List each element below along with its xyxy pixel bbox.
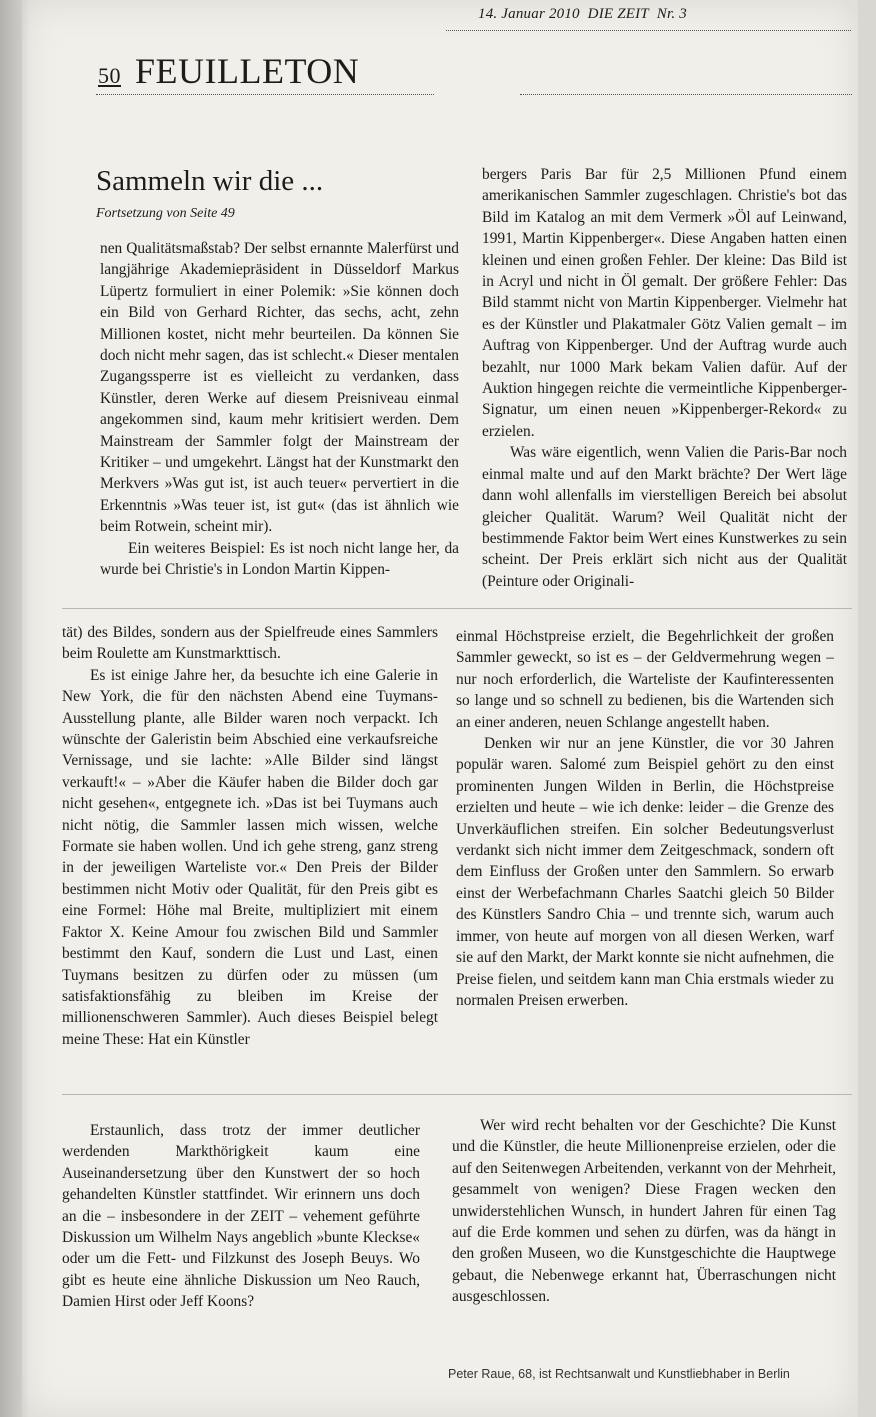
paragraph: Was wäre eigentlich, wenn Valien die Paris-Bar noch einmal malte und auf den Markt brächte? Der Wert läge dann wohl allenfalls im vierstelligen Bereich bei absolut gleicher Qualität. Warum? Weil Qualität nicht der bestimmende Faktor beim Wert eines Kunstwerkes zu sein scheint. Der Preis erklärt sich nicht aus der Qualität (Peinture oder Originali-	[482, 444, 847, 590]
paragraph: tät) des Bildes, sondern aus der Spielfreude eines Sammlers beim Roulette am Kunstmarkttisch.	[62, 624, 438, 663]
section-header	[98, 50, 359, 92]
paragraph: Es ist einige Jahre her, da besuchte ich eine Galerie in New York, die für den nächsten Abend eine Tuymans-Ausstellung plante, alle Bilder waren noch verpackt. Ich wünschte der Galeristin beim Abschied eine verkaufsreiche Vernissage, und sie lachte: »Alle Bilder sind längst verkauft!« – »Aber die Käufer haben die Bilder doch gar nicht gesehen«, entgegnete ich. »Das ist bei Tuymans auch nicht nötig, die Sammler lassen mich wissen, welche Formate sie haben wollen. Und ich gehe streng, ganz streng in der jeweiligen Warteliste vor.« Den Preis der Bilder bestimmen nicht Motiv oder Qualität, für den Preis gibt es eine Formel: Höhe mal Breite, multipliziert mit einem Faktor X. Keine Amour fou zwischen Bild und Sammler bestimmt den Kauf, sondern die Lust und Last, einen Tuymans besitzen zu dürfen oder zu müssen (um satisfaktionsfähig zu bleiben im Kreise der millionenschweren Sammler). Auch dieses Beispiel belegt meine These: Hat ein Künstler	[62, 666, 438, 1048]
paragraph: Wer wird recht behalten vor der Geschichte? Die Kunst und die Künstler, die heute Millionenpreise erzielen, oder die auf den Seitenwegen Arbeitenden, verkannt von der Mehrheit, gesammelt von wenigen? Diese Fragen wecken den unwiderstehlichen Wunsch, in hundert Jahren für einen Tag auf die Erde kommen und sehen zu dürfen, was da hängt in den großen Museen, wo die Kunstgeschichte die Hauptwege gebaut, die Nebenwege erkannt hat, Überraschungen nicht ausgeschlossen.	[452, 1117, 836, 1306]
dateline	[478, 6, 687, 23]
paragraph: Ein weiteres Beispiel: Es ist noch nicht lange her, da wurde bei Christie's in London Martin Kippen-	[100, 539, 459, 579]
issue-number: Nr. 3	[656, 6, 687, 22]
issue-date: 14. Januar 2010	[478, 6, 580, 22]
headline: Sammeln wir die ...	[96, 165, 324, 197]
paragraph: Denken wir nur an jene Künstler, die vor 30 Jahren populär waren. Salomé zum Beispiel gehört zu den einst prominenten Jungen Wilden in Berlin, die Höchstpreise erzielten und heute – wie ich denke: leider – die Grenze des Unverkäuflichen streifen. Ein solcher Bedeutungsverlust verdankt sich nicht immer dem Zeitgeschmack, sondern oft dem Einfluss der Großen unter den Sammlern. So erwarb einst der Werbefachmann Charles Saatchi gleich 50 Bilder des Künstlers Sandro Chia – und trennte sich, warum auch immer, von heute auf morgen von all diesen Werken, warf sie auf den Markt, der Markt konnte sie nicht aufnehmen, die Preise fielen, und seitdem kann man Chia erstmals wieder zu normalen Preisen erwerben.	[456, 735, 834, 1009]
paragraph: nen Qualitätsmaßstab? Der selbst ernannte Malerfürst und langjährige Akademiepräsident in Düsseldorf Markus Lüpertz formuliert in einer Polemik: »Sie können doch ein Bild von Gerhard Richter, das sechs, acht, zehn Millionen kostet, nicht mehr beurteilen. Da können Sie doch nicht mehr sagen, das ist schlecht.« Dieser mentalen Zugangssperre ist es vielleicht zu verdanken, dass Künstler, deren Werke auf diesem Preisniveau einmal angekommen sind, kaum mehr kritisiert werden. Dem Mainstream der Sammler folgt der Mainstream der Kritiker – und umgekehrt. Längst hat der Kunstmarkt den Merkvers »Was gut ist, ist auch teuer« pervertiert in die Erkenntnis »Was teuer ist, ist gut« (das ist ähnlich wie beim Rotwein, scheint mir).	[100, 240, 459, 536]
page-edge-shadow	[0, 0, 30, 1417]
author-note: Peter Raue, 68, ist Rechtsanwalt und Kunstliebhaber in Berlin	[448, 1367, 790, 1381]
article-column-3b	[452, 1115, 836, 1308]
continuation-note: Fortsetzung von Seite 49	[96, 206, 235, 221]
paragraph: Erstaunlich, dass trotz der immer deutlicher werdenden Markthörigkeit kaum eine Auseinandersetzung über den Kunstwert der so hoch gehandelten Künstler stattfindet. Wir erinnern uns doch an die – insbesondere in der ZEIT – vehement geführte Diskussion um Wilhelm Nays angeblich »bunte Kleckse« oder um die Fett- und Filzkunst des Joseph Beuys. Wo gibt es heute eine ähnliche Diskussion um Neo Rauch, Damien Hirst oder Jeff Koons?	[62, 1122, 420, 1311]
article-column-1b	[482, 164, 847, 592]
article-column-2a	[62, 622, 438, 1050]
paragraph: einmal Höchstpreise erzielt, die Begehrlichkeit der großen Sammler geweckt, so ist es – der Geldvermehrung wegen – nur noch erforderlich, die Warteliste der Kaufinteressenten so lange und so schnell zu bedienen, bis die Wartenden sich an einer anderen, neuen Schlange angestellt haben.	[456, 628, 834, 731]
page-number: 50	[98, 63, 121, 88]
article-column-2b	[456, 626, 834, 1011]
clipping-edge	[62, 1094, 852, 1095]
section-rule-left	[96, 94, 434, 95]
newspaper-name: DIE ZEIT	[587, 6, 649, 22]
article-column-1a	[100, 238, 459, 581]
section-rule-right	[520, 94, 852, 95]
dateline-rule	[446, 30, 851, 31]
article-column-3a	[62, 1120, 420, 1313]
paragraph: bergers Paris Bar für 2,5 Millionen Pfund einem amerikanischen Sammler zugeschlagen. Christie's bot das Bild im Katalog an mit dem Vermerk »Öl auf Leinwand, 1991, Martin Kippenberger«. Diese Angaben hatten einen kleinen und einen großen Fehler. Der kleine: Das Bild ist in Acryl und nicht in Öl gemalt. Der größere Fehler: Das Bild stammt nicht von Martin Kippenberger. Vielmehr hat es der Künstler und Plakatmaler Götz Valien gemalt – im Auftrag von Kippenberger. Und der Auftrag wurde auch bezahlt, nur 1000 Mark bekam Valien dafür. Auf der Auktion hingegen reichte die vermeintliche Kippenberger-Signatur, um einen neuen »Kippenberger-Rekord« zu erzielen.	[482, 166, 847, 440]
clipping-edge	[62, 608, 852, 609]
section-name: FEUILLETON	[135, 51, 360, 91]
